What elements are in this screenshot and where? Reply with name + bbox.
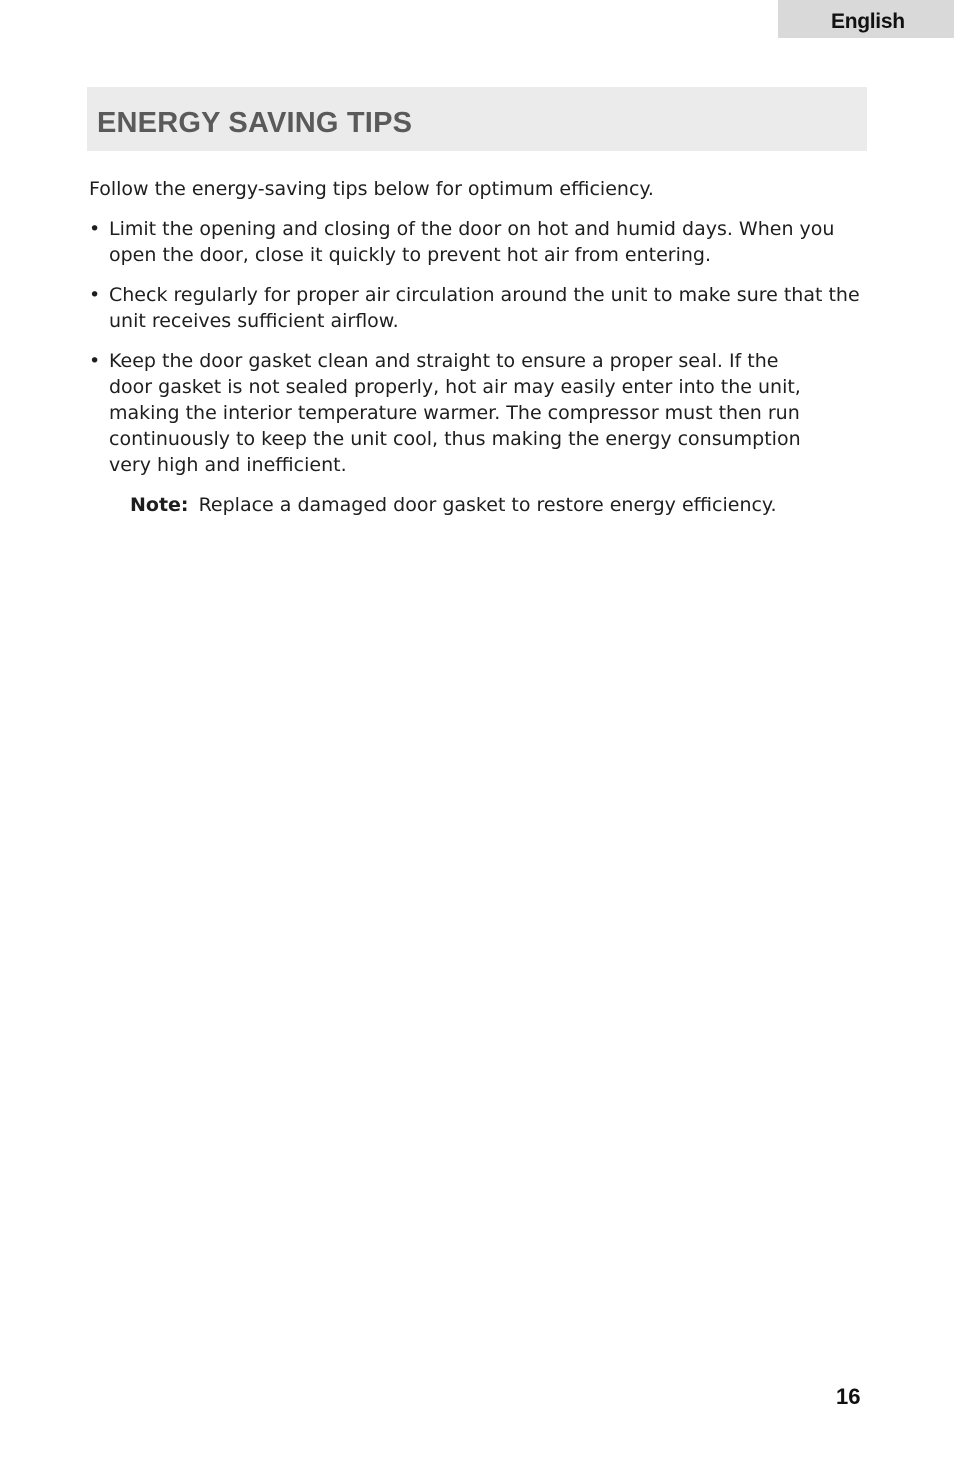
section-content: [89, 176, 869, 518]
note-label: Note:: [130, 494, 189, 516]
language-tab: English: [778, 0, 954, 38]
bullet-icon: [89, 282, 100, 308]
note-text: Replace a damaged door gasket to restore energy efficiency.: [198, 494, 777, 516]
section-title: ENERGY SAVING TIPS: [97, 107, 413, 139]
page-number: 16: [836, 1384, 861, 1409]
tip-text: Check regularly for proper air circulation around the unit to make sure that the unit receives sufficient airflow.: [109, 284, 860, 332]
bullet-icon: [89, 348, 100, 374]
tip-text: Limit the opening and closing of the door on hot and humid days. When you open the door, close it quickly to prevent hot air from entering.: [109, 218, 835, 266]
bullet-icon: [89, 216, 100, 242]
tip-item: [89, 282, 869, 334]
tip-item: [89, 216, 869, 268]
tip-text: Keep the door gasket clean and straight to ensure a proper seal. If the door gasket is not sealed properly, hot air may easily enter into the unit, making the interior temperature warmer. The compressor must then run continuously to keep the unit cool, thus making the energy consumption very high and inefficient.: [109, 350, 801, 476]
tip-item: [89, 348, 809, 478]
intro-paragraph: Follow the energy-saving tips below for optimum efficiency.: [89, 178, 654, 200]
note: [89, 492, 869, 518]
tips-list: [89, 216, 869, 478]
section-title-bar: [87, 87, 867, 151]
